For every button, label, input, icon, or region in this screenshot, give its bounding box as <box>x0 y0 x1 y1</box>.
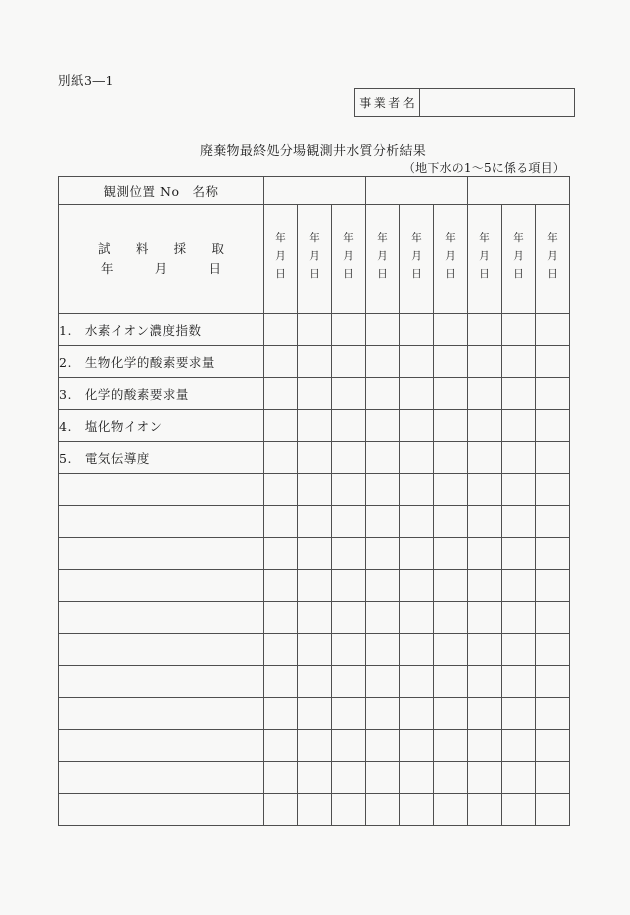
date-header-cell <box>434 205 468 314</box>
value-cell <box>400 442 434 474</box>
value-cell <box>536 730 570 762</box>
value-cell <box>400 378 434 410</box>
value-cell <box>468 346 502 378</box>
value-cell <box>468 506 502 538</box>
table-row <box>59 666 570 698</box>
date-header-cell <box>468 205 502 314</box>
value-cell <box>366 538 400 570</box>
date-ymd-label: 年 月 日 <box>513 231 524 280</box>
value-cell <box>434 442 468 474</box>
value-cell <box>536 634 570 666</box>
value-cell <box>536 410 570 442</box>
value-cell <box>536 442 570 474</box>
value-cell <box>366 730 400 762</box>
value-cell <box>502 602 536 634</box>
value-cell <box>468 698 502 730</box>
value-cell <box>366 474 400 506</box>
value-cell <box>332 346 366 378</box>
value-cell <box>298 698 332 730</box>
value-cell <box>502 794 536 826</box>
value-cell <box>502 666 536 698</box>
value-cell <box>366 634 400 666</box>
date-header-cell <box>366 205 400 314</box>
value-cell <box>536 666 570 698</box>
value-cell <box>264 794 298 826</box>
value-cell <box>264 442 298 474</box>
table-row <box>59 730 570 762</box>
value-cell <box>264 538 298 570</box>
value-cell <box>502 378 536 410</box>
value-cell <box>536 506 570 538</box>
value-cell <box>502 634 536 666</box>
table-row <box>59 506 570 538</box>
analysis-results-table <box>58 176 570 826</box>
value-cell <box>468 410 502 442</box>
date-ymd-label: 年 月 日 <box>377 231 388 280</box>
value-cell <box>298 762 332 794</box>
value-cell <box>468 378 502 410</box>
well-group-header-cell <box>264 177 366 205</box>
date-ymd-label: 年 月 日 <box>547 231 558 280</box>
value-cell <box>366 506 400 538</box>
parameter-label-cell <box>59 474 264 506</box>
value-cell <box>536 538 570 570</box>
value-cell <box>332 730 366 762</box>
parameter-label-cell <box>59 506 264 538</box>
value-cell <box>366 698 400 730</box>
value-cell <box>434 762 468 794</box>
value-cell <box>400 730 434 762</box>
table-row <box>59 474 570 506</box>
header-row-sample-date <box>59 205 570 314</box>
parameter-label-cell <box>59 570 264 602</box>
value-cell <box>264 762 298 794</box>
value-cell <box>332 410 366 442</box>
value-cell <box>400 634 434 666</box>
table-row <box>59 762 570 794</box>
value-cell <box>400 538 434 570</box>
date-ymd-label: 年 月 日 <box>275 231 286 280</box>
sample-date-header-cell <box>59 205 264 314</box>
value-cell <box>400 602 434 634</box>
value-cell <box>332 474 366 506</box>
value-cell <box>468 570 502 602</box>
parameter-label-cell <box>59 730 264 762</box>
value-cell <box>332 442 366 474</box>
sample-date-line1: 試 料 採 取 <box>98 241 224 256</box>
value-cell <box>502 698 536 730</box>
value-cell <box>298 442 332 474</box>
document-subtitle: （地下水の1～5に係る項目） <box>402 161 565 175</box>
value-cell <box>434 506 468 538</box>
value-cell <box>400 794 434 826</box>
value-cell <box>264 506 298 538</box>
value-cell <box>264 570 298 602</box>
value-cell <box>298 314 332 346</box>
value-cell <box>536 762 570 794</box>
value-cell <box>366 346 400 378</box>
value-cell <box>536 698 570 730</box>
parameter-label-cell <box>59 666 264 698</box>
value-cell <box>366 314 400 346</box>
value-cell <box>502 506 536 538</box>
value-cell <box>400 474 434 506</box>
value-cell <box>366 570 400 602</box>
value-cell <box>468 538 502 570</box>
value-cell <box>264 410 298 442</box>
parameter-label-cell <box>59 794 264 826</box>
value-cell <box>400 314 434 346</box>
value-cell <box>264 698 298 730</box>
value-cell <box>434 730 468 762</box>
table-row <box>59 602 570 634</box>
value-cell <box>434 634 468 666</box>
operator-name-label: 事業者名 <box>355 89 420 116</box>
table-row <box>59 698 570 730</box>
value-cell <box>400 698 434 730</box>
operator-name-value-cell <box>420 89 574 116</box>
value-cell <box>434 570 468 602</box>
value-cell <box>332 762 366 794</box>
value-cell <box>468 602 502 634</box>
value-cell <box>366 762 400 794</box>
date-header-cell <box>400 205 434 314</box>
parameter-label-cell: 3. 化学的酸素要求量 <box>59 378 264 410</box>
value-cell <box>536 570 570 602</box>
value-cell <box>468 474 502 506</box>
table-row <box>59 538 570 570</box>
parameter-label-cell <box>59 602 264 634</box>
date-ymd-label: 年 月 日 <box>411 231 422 280</box>
value-cell <box>400 762 434 794</box>
value-cell <box>332 698 366 730</box>
value-cell <box>264 634 298 666</box>
value-cell <box>536 314 570 346</box>
value-cell <box>264 602 298 634</box>
value-cell <box>502 410 536 442</box>
value-cell <box>298 570 332 602</box>
parameter-label-cell <box>59 538 264 570</box>
table-row <box>59 378 570 410</box>
value-cell <box>434 794 468 826</box>
date-header-cell <box>264 205 298 314</box>
value-cell <box>468 314 502 346</box>
date-ymd-label: 年 月 日 <box>479 231 490 280</box>
value-cell <box>332 538 366 570</box>
value-cell <box>434 698 468 730</box>
value-cell <box>400 506 434 538</box>
value-cell <box>434 474 468 506</box>
value-cell <box>264 730 298 762</box>
parameter-label-cell <box>59 762 264 794</box>
parameter-label-cell: 4. 塩化物イオン <box>59 410 264 442</box>
parameter-label-cell <box>59 698 264 730</box>
parameter-label-cell: 1. 水素イオン濃度指数 <box>59 314 264 346</box>
value-cell <box>332 794 366 826</box>
value-cell <box>298 346 332 378</box>
parameter-label-cell: 5. 電気伝導度 <box>59 442 264 474</box>
value-cell <box>434 666 468 698</box>
value-cell <box>468 442 502 474</box>
sample-date-line2: 年 月 日 <box>101 261 221 276</box>
value-cell <box>434 314 468 346</box>
value-cell <box>502 730 536 762</box>
value-cell <box>366 410 400 442</box>
date-ymd-label: 年 月 日 <box>445 231 456 280</box>
table-row <box>59 570 570 602</box>
value-cell <box>366 794 400 826</box>
value-cell <box>332 570 366 602</box>
value-cell <box>366 442 400 474</box>
value-cell <box>400 410 434 442</box>
value-cell <box>536 474 570 506</box>
value-cell <box>298 474 332 506</box>
value-cell <box>332 634 366 666</box>
table-row <box>59 794 570 826</box>
table-row <box>59 442 570 474</box>
value-cell <box>502 442 536 474</box>
value-cell <box>264 346 298 378</box>
value-cell <box>264 474 298 506</box>
value-cell <box>298 538 332 570</box>
table-row <box>59 346 570 378</box>
value-cell <box>434 346 468 378</box>
value-cell <box>366 378 400 410</box>
parameter-label-cell: 2. 生物化学的酸素要求量 <box>59 346 264 378</box>
value-cell <box>366 666 400 698</box>
value-cell <box>332 602 366 634</box>
value-cell <box>298 378 332 410</box>
value-cell <box>332 378 366 410</box>
well-group-header-cell <box>366 177 468 205</box>
value-cell <box>332 314 366 346</box>
value-cell <box>502 474 536 506</box>
value-cell <box>434 538 468 570</box>
value-cell <box>264 378 298 410</box>
location-header-cell: 観測位置 No 名称 <box>59 177 264 205</box>
value-cell <box>468 730 502 762</box>
value-cell <box>400 570 434 602</box>
table-row <box>59 634 570 666</box>
value-cell <box>264 666 298 698</box>
value-cell <box>366 602 400 634</box>
parameter-label-cell <box>59 634 264 666</box>
operator-name-box <box>354 88 575 117</box>
value-cell <box>502 538 536 570</box>
value-cell <box>536 346 570 378</box>
value-cell <box>298 410 332 442</box>
date-header-cell <box>536 205 570 314</box>
value-cell <box>434 410 468 442</box>
value-cell <box>502 570 536 602</box>
table-row <box>59 410 570 442</box>
value-cell <box>298 794 332 826</box>
value-cell <box>536 794 570 826</box>
document-title: 廃棄物最終処分場観測井水質分析結果 <box>199 144 427 159</box>
value-cell <box>434 378 468 410</box>
date-ymd-label: 年 月 日 <box>343 231 354 280</box>
value-cell <box>298 634 332 666</box>
value-cell <box>400 346 434 378</box>
table-row <box>59 314 570 346</box>
value-cell <box>400 666 434 698</box>
value-cell <box>536 602 570 634</box>
value-cell <box>434 602 468 634</box>
well-group-header-cell <box>468 177 570 205</box>
value-cell <box>502 346 536 378</box>
date-ymd-label: 年 月 日 <box>309 231 320 280</box>
date-header-cell <box>298 205 332 314</box>
value-cell <box>332 666 366 698</box>
value-cell <box>502 762 536 794</box>
value-cell <box>298 602 332 634</box>
value-cell <box>468 634 502 666</box>
value-cell <box>468 794 502 826</box>
header-row-location <box>59 177 570 205</box>
date-header-cell <box>332 205 366 314</box>
date-header-cell <box>502 205 536 314</box>
value-cell <box>298 666 332 698</box>
value-cell <box>298 506 332 538</box>
value-cell <box>332 506 366 538</box>
value-cell <box>298 730 332 762</box>
value-cell <box>468 762 502 794</box>
sheet-number-label: 別紙3―1 <box>58 73 114 88</box>
value-cell <box>468 666 502 698</box>
value-cell <box>536 378 570 410</box>
value-cell <box>264 314 298 346</box>
value-cell <box>502 314 536 346</box>
